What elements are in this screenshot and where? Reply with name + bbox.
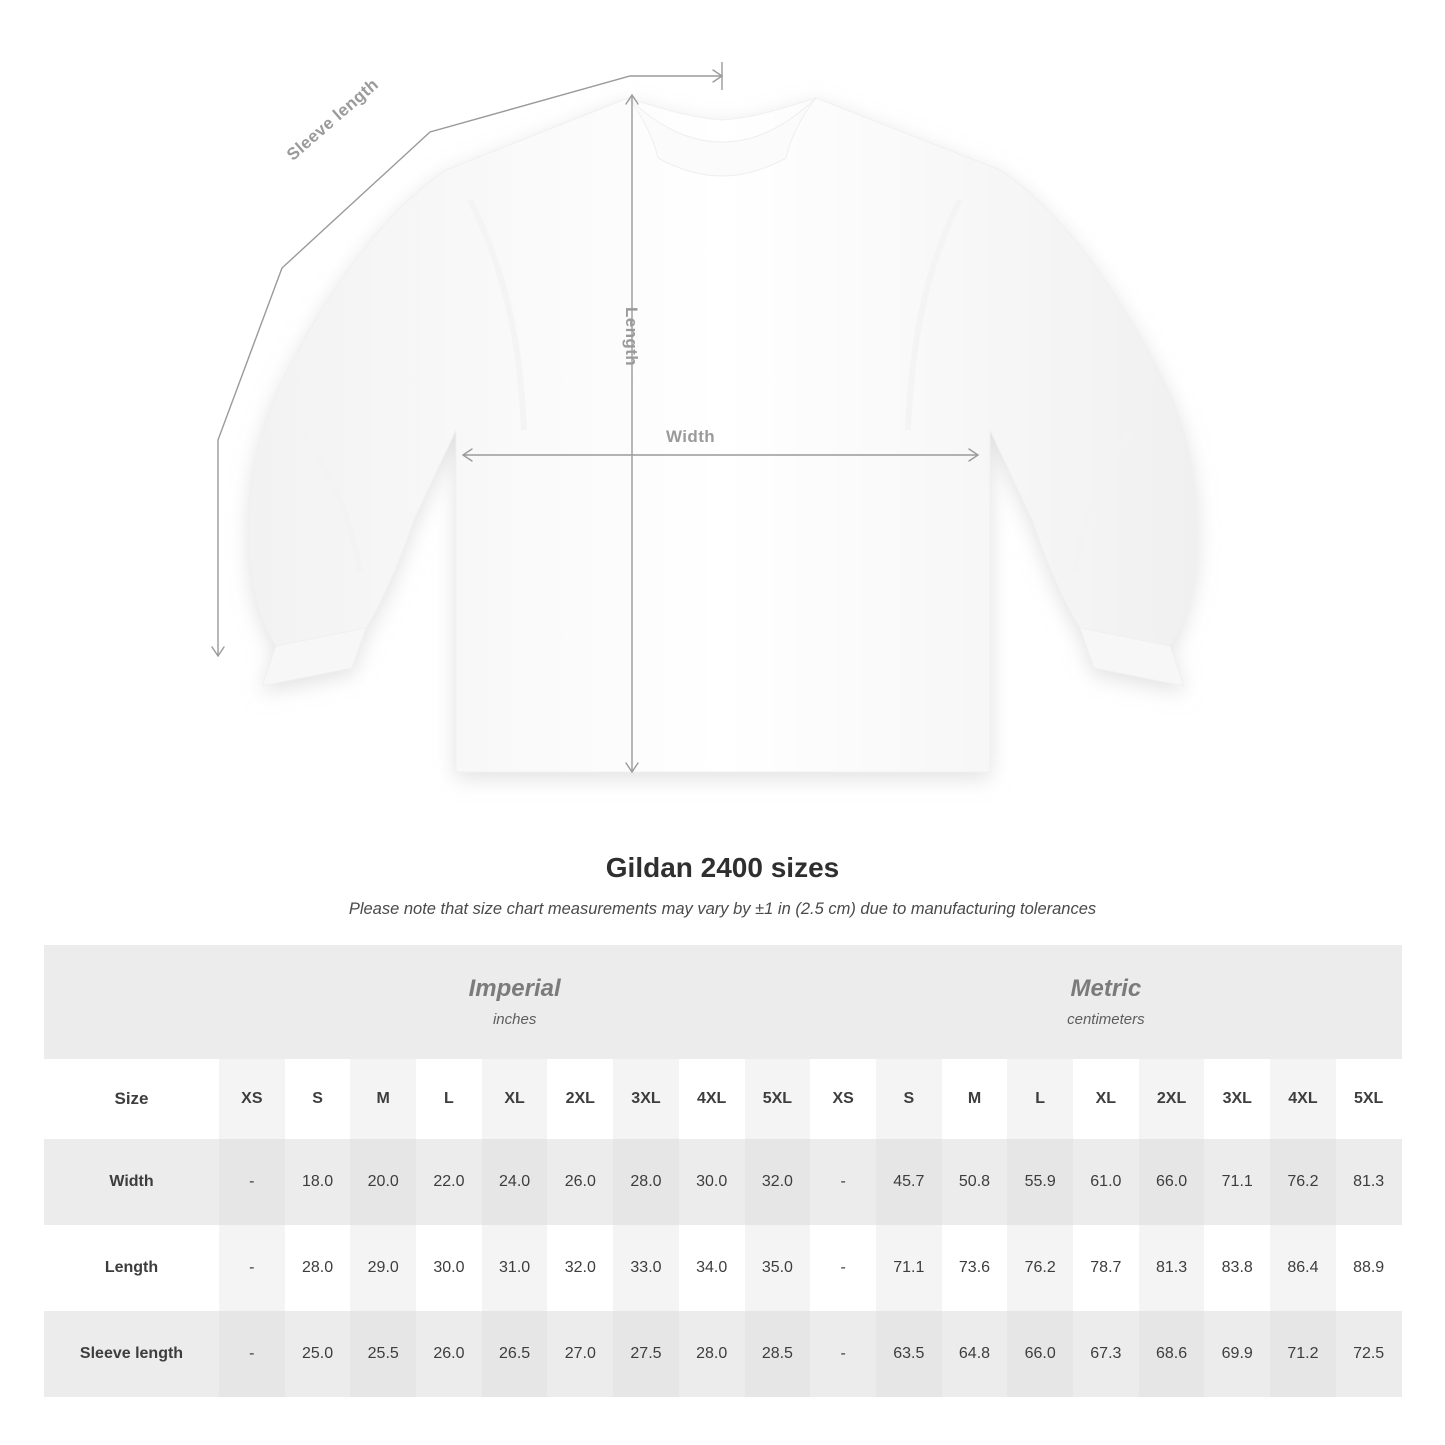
cell-width-metric-5xl: 81.3 xyxy=(1336,1139,1402,1225)
metric-unit-cell xyxy=(810,945,1401,1059)
header-metric-4xl: 4XL xyxy=(1270,1059,1336,1139)
cell-length-metric-3xl: 83.8 xyxy=(1204,1225,1270,1311)
cell-sleeve-imperial-m: 25.5 xyxy=(350,1311,416,1397)
shirt-shape xyxy=(249,98,1197,772)
cell-sleeve-metric-2xl: 68.6 xyxy=(1139,1311,1205,1397)
cell-length-imperial-m: 29.0 xyxy=(350,1225,416,1311)
header-imperial-s: S xyxy=(285,1059,351,1139)
header-imperial-xs: XS xyxy=(219,1059,285,1139)
cell-width-metric-xl: 61.0 xyxy=(1073,1139,1139,1225)
row-label-sleeve-length: Sleeve length xyxy=(44,1311,219,1397)
row-label-width: Width xyxy=(44,1139,219,1225)
cell-length-imperial-l: 30.0 xyxy=(416,1225,482,1311)
header-metric-3xl: 3XL xyxy=(1204,1059,1270,1139)
cell-sleeve-imperial-xl: 26.5 xyxy=(482,1311,548,1397)
cell-width-imperial-s: 18.0 xyxy=(285,1139,351,1225)
cell-sleeve-imperial-xs: - xyxy=(219,1311,285,1397)
width-label: Width xyxy=(666,427,716,446)
header-imperial-2xl: 2XL xyxy=(547,1059,613,1139)
cell-length-imperial-4xl: 34.0 xyxy=(679,1225,745,1311)
cell-sleeve-imperial-2xl: 27.0 xyxy=(547,1311,613,1397)
cell-length-metric-xs: - xyxy=(810,1225,876,1311)
header-metric-2xl: 2XL xyxy=(1139,1059,1205,1139)
cell-sleeve-metric-xl: 67.3 xyxy=(1073,1311,1139,1397)
cell-length-metric-5xl: 88.9 xyxy=(1336,1225,1402,1311)
header-metric-m: M xyxy=(942,1059,1008,1139)
row-label-length: Length xyxy=(44,1225,219,1311)
header-metric-l: L xyxy=(1007,1059,1073,1139)
imperial-unit-sub: inches xyxy=(492,1011,537,1029)
table-row xyxy=(44,1225,1402,1311)
title-block xyxy=(0,852,1445,919)
cell-width-imperial-l: 22.0 xyxy=(416,1139,482,1225)
cell-length-imperial-s: 28.0 xyxy=(285,1225,351,1311)
cell-width-metric-xs: - xyxy=(810,1139,876,1225)
cell-sleeve-metric-4xl: 71.2 xyxy=(1270,1311,1336,1397)
cell-width-metric-2xl: 66.0 xyxy=(1139,1139,1205,1225)
header-imperial-3xl: 3XL xyxy=(613,1059,679,1139)
cell-width-imperial-xl: 24.0 xyxy=(482,1139,548,1225)
cell-width-metric-m: 50.8 xyxy=(942,1139,1008,1225)
cell-length-imperial-xs: - xyxy=(219,1225,285,1311)
table-row xyxy=(44,1139,1402,1225)
cell-length-metric-s: 71.1 xyxy=(876,1225,942,1311)
cell-length-metric-2xl: 81.3 xyxy=(1139,1225,1205,1311)
cell-width-imperial-xs: - xyxy=(219,1139,285,1225)
cell-length-imperial-3xl: 33.0 xyxy=(613,1225,679,1311)
table-header-row xyxy=(44,1059,1402,1139)
header-imperial-xl: XL xyxy=(482,1059,548,1139)
size-chart-table xyxy=(44,945,1402,1397)
cell-length-imperial-5xl: 35.0 xyxy=(745,1225,811,1311)
cell-sleeve-metric-5xl: 72.5 xyxy=(1336,1311,1402,1397)
unit-band-row xyxy=(44,945,1402,1059)
metric-unit-sub: centimeters xyxy=(1067,1011,1145,1029)
imperial-unit-cell xyxy=(219,945,810,1059)
header-metric-5xl: 5XL xyxy=(1336,1059,1402,1139)
cell-width-metric-s: 45.7 xyxy=(876,1139,942,1225)
cell-width-metric-l: 55.9 xyxy=(1007,1139,1073,1225)
header-imperial-4xl: 4XL xyxy=(679,1059,745,1139)
cell-sleeve-metric-l: 66.0 xyxy=(1007,1311,1073,1397)
cell-length-imperial-2xl: 32.0 xyxy=(547,1225,613,1311)
metric-unit-title: Metric xyxy=(1070,974,1142,1002)
cell-sleeve-metric-3xl: 69.9 xyxy=(1204,1311,1270,1397)
unit-band-spacer xyxy=(44,945,219,1059)
sleeve-length-label: Sleeve length xyxy=(283,74,383,165)
page-title: Gildan 2400 sizes xyxy=(605,852,840,883)
header-metric-xl: XL xyxy=(1073,1059,1139,1139)
cell-width-imperial-m: 20.0 xyxy=(350,1139,416,1225)
cell-sleeve-imperial-3xl: 27.5 xyxy=(613,1311,679,1397)
cell-length-metric-xl: 78.7 xyxy=(1073,1225,1139,1311)
header-imperial-m: M xyxy=(350,1059,416,1139)
tolerance-note: Please note that size chart measurements may vary by ±1 in (2.5 cm) due to manufacturing tolerances xyxy=(348,900,1097,918)
header-imperial-l: L xyxy=(416,1059,482,1139)
cell-width-imperial-3xl: 28.0 xyxy=(613,1139,679,1225)
cell-width-imperial-2xl: 26.0 xyxy=(547,1139,613,1225)
cell-width-metric-3xl: 71.1 xyxy=(1204,1139,1270,1225)
table-row xyxy=(44,1311,1402,1397)
length-label: Length xyxy=(622,307,641,367)
cell-sleeve-imperial-5xl: 28.5 xyxy=(745,1311,811,1397)
cell-length-metric-4xl: 86.4 xyxy=(1270,1225,1336,1311)
cell-sleeve-imperial-s: 25.0 xyxy=(285,1311,351,1397)
header-imperial-5xl: 5XL xyxy=(745,1059,811,1139)
cell-width-imperial-5xl: 32.0 xyxy=(745,1139,811,1225)
header-metric-s: S xyxy=(876,1059,942,1139)
cell-sleeve-imperial-4xl: 28.0 xyxy=(679,1311,745,1397)
cell-sleeve-imperial-l: 26.0 xyxy=(416,1311,482,1397)
cell-sleeve-metric-xs: - xyxy=(810,1311,876,1397)
header-size: Size xyxy=(44,1059,219,1139)
cell-length-metric-l: 76.2 xyxy=(1007,1225,1073,1311)
cell-sleeve-metric-m: 64.8 xyxy=(942,1311,1008,1397)
imperial-unit-title: Imperial xyxy=(468,974,561,1002)
cell-sleeve-metric-s: 63.5 xyxy=(876,1311,942,1397)
cell-width-imperial-4xl: 30.0 xyxy=(679,1139,745,1225)
cell-length-imperial-xl: 31.0 xyxy=(482,1225,548,1311)
size-table-wrapper xyxy=(44,945,1401,1397)
cell-width-metric-4xl: 76.2 xyxy=(1270,1139,1336,1225)
cell-length-metric-m: 73.6 xyxy=(942,1225,1008,1311)
header-metric-xs: XS xyxy=(810,1059,876,1139)
